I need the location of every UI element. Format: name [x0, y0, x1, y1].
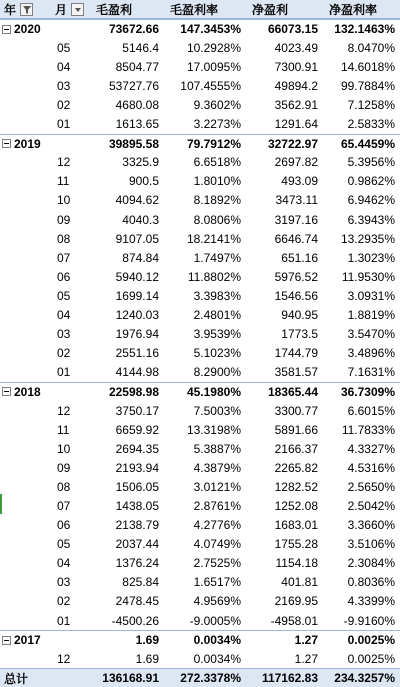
year-gross-margin: 45.1980% — [186, 384, 241, 399]
year-net-profit: 18365.44 — [267, 384, 318, 399]
gross-profit-cell: 2193.94 — [115, 460, 159, 475]
month-label: 03 — [57, 78, 71, 93]
gross-profit-cell: 874.84 — [122, 250, 159, 265]
gross-margin-cell: 1.6517% — [193, 575, 241, 590]
net-margin-cell: 3.4896% — [347, 346, 395, 361]
net-profit-cell: 1291.64 — [274, 117, 318, 132]
gross-profit-cell: -4500.26 — [111, 613, 159, 628]
gross-profit-cell: 1976.94 — [115, 327, 159, 342]
gross-margin-cell: 18.2141% — [186, 231, 241, 246]
net-profit-header[interactable]: 净盈利 — [252, 2, 289, 17]
net-margin-cell: -9.9160% — [343, 613, 395, 628]
net-margin-cell: 11.7833% — [341, 422, 395, 437]
net-profit-cell: 1282.52 — [274, 479, 318, 494]
gross-profit-cell: 1613.65 — [115, 117, 159, 132]
month-row — [0, 57, 400, 76]
net-profit-cell: 3581.57 — [274, 365, 318, 380]
month-row — [0, 363, 400, 382]
month-row — [0, 286, 400, 305]
net-profit-cell: 1546.56 — [274, 288, 318, 303]
year-label: 2017 — [14, 633, 41, 648]
year-cell — [0, 22, 55, 36]
gross-margin-cell: 2.7525% — [193, 556, 241, 571]
selection-marker — [0, 494, 2, 514]
month-row — [0, 554, 400, 573]
month-row — [0, 325, 400, 344]
collapse-icon[interactable] — [2, 139, 11, 148]
net-profit-cell: 1755.28 — [274, 537, 318, 552]
net-profit-cell: 5891.66 — [274, 422, 318, 437]
gross-margin-cell: 8.2900% — [193, 365, 241, 380]
net-margin-cell: 6.9462% — [347, 193, 395, 208]
month-row — [0, 477, 400, 496]
net-margin-cell: 3.0931% — [347, 288, 395, 303]
month-header-label: 月 — [55, 2, 68, 17]
net-profit-cell: 2169.95 — [274, 594, 318, 609]
gross-profit-cell: 3750.17 — [115, 403, 159, 418]
net-profit-cell: 3197.16 — [274, 212, 318, 227]
net-margin-cell: 8.0470% — [347, 40, 395, 55]
net-profit-cell: 1683.01 — [274, 518, 318, 533]
year-label: 2018 — [14, 384, 41, 399]
net-profit-cell: 940.95 — [281, 308, 318, 323]
gross-margin-cell: 7.5003% — [193, 403, 241, 418]
net-profit-cell: 3300.77 — [274, 403, 318, 418]
year-cell — [0, 385, 55, 399]
month-label: 07 — [57, 250, 71, 265]
gross-margin-cell: 3.2273% — [193, 117, 241, 132]
year-net-margin: 65.4459% — [340, 136, 395, 151]
gross-margin-cell: 17.0095% — [186, 59, 241, 74]
year-row — [0, 630, 400, 649]
month-row — [0, 496, 400, 515]
month-label: 05 — [57, 288, 71, 303]
month-row — [0, 573, 400, 592]
gross-profit-header[interactable]: 毛盈利 — [96, 2, 133, 17]
gross-profit-cell: 3325.9 — [122, 155, 159, 170]
gross-profit-cell: 5146.4 — [122, 40, 159, 55]
total-net-profit: 117162.83 — [261, 671, 318, 686]
gross-profit-cell: 825.84 — [122, 575, 159, 590]
month-label: 09 — [57, 460, 71, 475]
gross-profit-cell: 4144.98 — [115, 365, 159, 380]
year-header-label: 年 — [4, 2, 17, 17]
month-label: 08 — [57, 231, 71, 246]
year-net-margin: 132.1463% — [334, 22, 395, 37]
net-profit-cell: 3562.91 — [274, 98, 318, 113]
gross-margin-cell: 3.0121% — [193, 479, 241, 494]
month-row — [0, 306, 400, 325]
gross-profit-cell: 1376.24 — [115, 556, 159, 571]
net-margin-cell: 14.6018% — [340, 59, 395, 74]
gross-profit-cell: 2037.44 — [115, 537, 159, 552]
net-margin-cell: 1.3023% — [347, 250, 395, 265]
net-margin-cell: 5.3956% — [347, 155, 395, 170]
gross-margin-cell: 9.3602% — [193, 98, 241, 113]
year-gross-margin: 147.3453% — [180, 22, 241, 37]
month-label: 01 — [57, 613, 71, 628]
year-cell — [0, 137, 55, 151]
gross-profit-cell: 1506.05 — [115, 479, 159, 494]
month-label: 10 — [57, 193, 71, 208]
gross-profit-cell: 1438.05 — [115, 498, 159, 513]
total-gross-margin: 272.3378% — [180, 671, 241, 686]
month-label: 11 — [57, 422, 70, 437]
gross-profit-cell: 900.5 — [128, 174, 159, 189]
month-row — [0, 38, 400, 57]
gross-profit-cell: 2138.79 — [115, 518, 159, 533]
gross-profit-cell: 2694.35 — [115, 441, 159, 456]
gross-margin-cell: 10.2928% — [186, 40, 241, 55]
filter-icon — [22, 5, 32, 15]
net-margin-cell: 2.3084% — [347, 556, 395, 571]
net-margin-header[interactable]: 净盈利率 — [329, 2, 378, 17]
gross-margin-cell: 4.2776% — [193, 518, 241, 533]
year-net-margin: 0.0025% — [347, 633, 395, 648]
year-cell — [0, 633, 55, 647]
net-profit-cell: 2697.82 — [274, 155, 318, 170]
gross-profit-cell: 4094.62 — [115, 193, 159, 208]
net-margin-cell: 4.3327% — [347, 441, 395, 456]
month-row — [0, 458, 400, 477]
gross-margin-cell: -9.0005% — [189, 613, 241, 628]
month-row — [0, 76, 400, 95]
gross-margin-cell: 13.3198% — [186, 422, 241, 437]
gross-profit-cell: 1699.14 — [115, 288, 159, 303]
net-margin-cell: 3.5106% — [347, 537, 395, 552]
gross-profit-cell: 1.69 — [135, 651, 159, 666]
net-margin-cell: 2.5833% — [347, 117, 395, 132]
month-row — [0, 248, 400, 267]
net-profit-cell: 2166.37 — [274, 441, 318, 456]
gross-margin-cell: 1.8010% — [193, 174, 241, 189]
gross-margin-cell: 2.4801% — [193, 308, 241, 323]
gross-margin-cell: 2.8761% — [193, 498, 241, 513]
gross-margin-cell: 11.8802% — [187, 269, 241, 284]
gross-margin-cell: 3.3983% — [193, 288, 241, 303]
total-net-margin: 234.3257% — [334, 671, 395, 686]
gross-margin-cell: 4.9569% — [193, 594, 241, 609]
year-gross-profit: 22598.98 — [108, 384, 159, 399]
month-label: 10 — [57, 441, 71, 456]
year-gross-profit: 1.69 — [135, 633, 159, 648]
month-row — [0, 191, 400, 210]
year-net-profit: 66073.15 — [267, 22, 318, 37]
net-margin-cell: 6.6015% — [347, 403, 395, 418]
month-label: 02 — [57, 346, 71, 361]
year-gross-margin: 0.0034% — [193, 633, 241, 648]
gross-profit-cell: 4040.3 — [122, 212, 159, 227]
month-label: 01 — [57, 365, 71, 380]
net-profit-cell: 3473.11 — [275, 193, 318, 208]
month-label: 03 — [57, 575, 71, 590]
year-gross-margin: 79.7912% — [186, 136, 241, 151]
collapse-icon[interactable] — [2, 25, 11, 34]
month-label: 12 — [57, 651, 71, 666]
net-margin-cell: 0.8036% — [347, 575, 395, 590]
month-header — [55, 1, 90, 18]
month-row — [0, 401, 400, 420]
month-row — [0, 592, 400, 611]
total-label: 总计 — [4, 671, 29, 686]
net-profit-cell: 1154.18 — [275, 556, 318, 571]
header-row — [0, 0, 400, 19]
dropdown-icon — [73, 5, 83, 15]
month-label: 03 — [57, 327, 71, 342]
net-margin-cell: 4.3399% — [347, 594, 395, 609]
month-label: 11 — [57, 174, 70, 189]
gross-margin-cell: 6.6518% — [193, 155, 241, 170]
gross-profit-cell: 2478.45 — [115, 594, 159, 609]
collapse-icon[interactable] — [2, 387, 11, 396]
collapse-icon[interactable] — [2, 636, 11, 645]
month-label: 04 — [57, 556, 71, 571]
month-label: 05 — [57, 40, 71, 55]
year-row — [0, 19, 400, 38]
month-row — [0, 210, 400, 229]
gross-profit-cell: 1240.03 — [115, 308, 159, 323]
net-margin-cell: 4.5316% — [347, 460, 395, 475]
net-margin-cell: 0.0025% — [347, 651, 395, 666]
month-label: 06 — [57, 518, 71, 533]
year-label: 2020 — [14, 22, 41, 37]
gross-margin-cell: 1.7497% — [193, 250, 241, 265]
net-profit-cell: 1252.08 — [274, 498, 318, 513]
month-label: 12 — [57, 155, 71, 170]
net-profit-cell: 401.81 — [281, 575, 318, 590]
net-profit-cell: 1.27 — [294, 651, 318, 666]
gross-margin-cell: 5.1023% — [193, 346, 241, 361]
net-profit-cell: 4023.49 — [274, 40, 318, 55]
net-profit-cell: 1744.79 — [274, 346, 318, 361]
gross-profit-cell: 5940.12 — [115, 269, 159, 284]
net-profit-cell: 5976.52 — [274, 269, 318, 284]
month-label: 05 — [57, 537, 71, 552]
month-label: 04 — [57, 59, 71, 74]
net-profit-cell: 7300.91 — [274, 59, 318, 74]
month-row — [0, 153, 400, 172]
net-margin-cell: 0.9862% — [347, 174, 395, 189]
year-row — [0, 382, 400, 401]
net-margin-cell: 99.7884% — [340, 78, 395, 93]
year-filter-button[interactable] — [20, 3, 33, 16]
month-label: 01 — [57, 117, 71, 132]
net-profit-cell: 6646.74 — [274, 231, 318, 246]
month-label: 09 — [57, 212, 71, 227]
year-net-margin: 36.7309% — [340, 384, 395, 399]
net-margin-cell: 3.3660% — [347, 518, 395, 533]
gross-margin-cell: 4.3879% — [193, 460, 241, 475]
gross-margin-cell: 4.0749% — [193, 537, 241, 552]
net-margin-cell: 2.5650% — [347, 479, 395, 494]
month-row — [0, 611, 400, 630]
gross-margin-header[interactable]: 毛盈利率 — [170, 2, 219, 17]
year-label: 2019 — [14, 136, 41, 151]
gross-profit-cell: 53727.76 — [108, 78, 159, 93]
net-margin-cell: 13.2935% — [340, 231, 395, 246]
month-row — [0, 516, 400, 535]
month-row — [0, 439, 400, 458]
net-margin-cell: 1.8819% — [347, 308, 395, 323]
month-label: 06 — [57, 269, 71, 284]
gross-profit-cell: 6659.92 — [115, 422, 159, 437]
total-gross-profit: 136168.91 — [102, 671, 159, 686]
net-profit-cell: 2265.82 — [274, 460, 318, 475]
net-margin-cell: 7.1258% — [347, 98, 395, 113]
month-row — [0, 420, 400, 439]
month-row — [0, 649, 400, 668]
net-margin-cell: 7.1631% — [347, 365, 395, 380]
net-profit-cell: 651.16 — [281, 250, 318, 265]
gross-margin-cell: 107.4555% — [180, 78, 241, 93]
gross-profit-cell: 8504.77 — [115, 59, 159, 74]
net-profit-cell: 493.09 — [281, 174, 318, 189]
year-gross-profit: 73672.66 — [108, 22, 159, 37]
month-row — [0, 172, 400, 191]
month-filter-button[interactable] — [71, 3, 84, 16]
month-label: 08 — [57, 479, 71, 494]
month-label: 04 — [57, 308, 71, 323]
net-margin-cell: 11.9530% — [341, 269, 395, 284]
gross-profit-cell: 4680.08 — [115, 98, 159, 113]
month-label: 07 — [57, 498, 71, 513]
gross-margin-cell: 5.3887% — [193, 441, 241, 456]
year-row — [0, 134, 400, 153]
net-profit-cell: 1773.5 — [281, 327, 318, 342]
net-profit-cell: -4958.01 — [270, 613, 318, 628]
month-row — [0, 344, 400, 363]
year-net-profit: 1.27 — [294, 633, 318, 648]
month-label: 02 — [57, 98, 71, 113]
year-gross-profit: 39895.58 — [108, 136, 159, 151]
month-row — [0, 229, 400, 248]
year-net-profit: 32722.97 — [267, 136, 318, 151]
net-profit-cell: 49894.2 — [274, 78, 318, 93]
gross-margin-cell: 0.0034% — [193, 651, 241, 666]
gross-margin-cell: 8.1892% — [193, 193, 241, 208]
gross-margin-cell: 8.0806% — [193, 212, 241, 227]
grand-total-row — [0, 668, 400, 687]
month-label: 12 — [57, 403, 71, 418]
net-margin-cell: 2.5042% — [347, 498, 395, 513]
gross-margin-cell: 3.9539% — [193, 327, 241, 342]
gross-profit-cell: 2551.16 — [115, 346, 159, 361]
month-row — [0, 95, 400, 114]
net-margin-cell: 6.3943% — [347, 212, 395, 227]
net-margin-cell: 3.5470% — [347, 327, 395, 342]
gross-profit-cell: 9107.05 — [115, 231, 159, 246]
month-row — [0, 535, 400, 554]
month-row — [0, 115, 400, 134]
month-row — [0, 267, 400, 286]
year-header — [0, 1, 55, 18]
month-label: 02 — [57, 594, 71, 609]
